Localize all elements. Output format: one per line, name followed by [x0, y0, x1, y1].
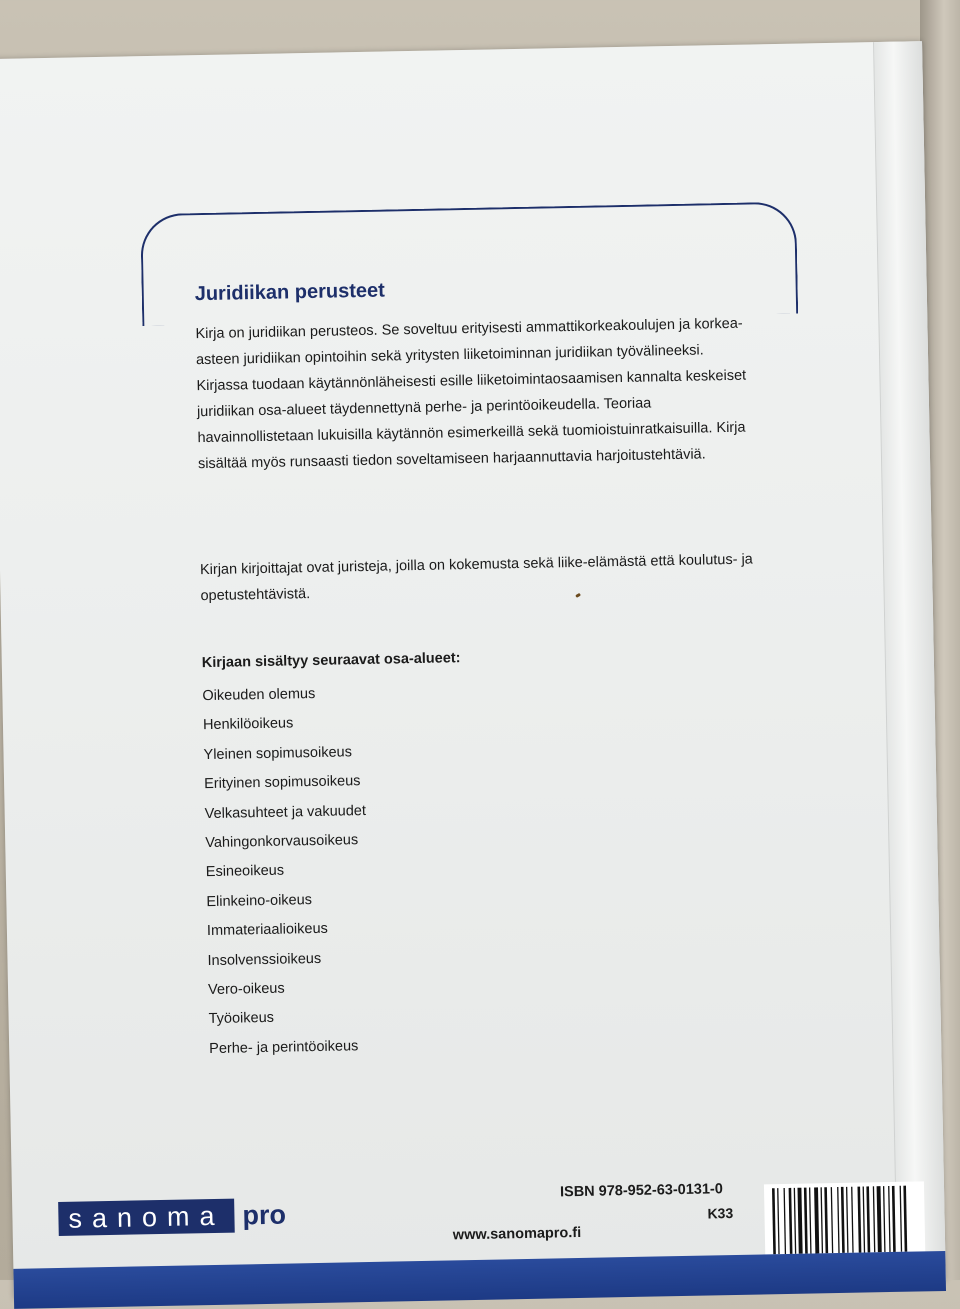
topic-item: Yleinen sopimusoikeus [203, 744, 353, 763]
topic-item: Vahingonkorvausoikeus [205, 832, 359, 852]
topic-item: Immateriaalioikeus [206, 920, 328, 940]
description-paragraph: Kirja on juridiikan perusteos. Se soveltuu erityisesti ammattikorkeakoulujen ja korkea-asteen juridiikan opintoihin sekä yritysten liiketoiminnan juridiikan työvälineeksi. Kirjassa tuodaan käytännönläheisesti esille liiketoimintaosaamisen kannalta keskeiset juridiikan osa-alueet täydennettynä perhe- ja perintöoikeudella. Teoriaa havainnollistetaan lukuisilla käytännön esimerkeillä sekä tuomioistuinratkaisuilla. Kirja sisältää myös runsaasti tiedon soveltamiseen harjaannuttavia harjoitustehtäviä. [195, 315, 747, 473]
topics-list [202, 679, 371, 1064]
topic-item: Elinkeino-oikeus [206, 891, 313, 910]
topic-item: Perhe- ja perintöoikeus [209, 1038, 359, 1057]
publisher-logo [58, 1198, 286, 1236]
book-back-cover [0, 41, 946, 1299]
product-code: K33 [707, 1205, 734, 1222]
book-title: Juridiikan perusteet [194, 279, 385, 306]
topic-item: Työoikeus [208, 1010, 275, 1028]
publisher-url: www.sanomapro.fi [452, 1224, 582, 1244]
logo-main-text: sanoma [58, 1199, 235, 1236]
topic-item: Erityinen sopimusoikeus [203, 773, 361, 793]
isbn-number: ISBN 978-952-63-0131-0 [559, 1181, 723, 1201]
topic-item: Insolvenssioikeus [207, 950, 322, 969]
topics-heading: Kirjaan sisältyy seuraavat osa-alueet: [201, 650, 461, 672]
barcode-bars-icon [764, 1181, 925, 1258]
logo-suffix-text: pro [242, 1199, 287, 1230]
topic-item: Henkilöoikeus [202, 715, 294, 734]
topic-item: Velkasuhteet ja vakuudet [204, 802, 367, 822]
topic-item: Oikeuden olemus [202, 685, 316, 705]
topic-item: Esineoikeus [205, 863, 285, 881]
authors-paragraph: Kirjan kirjoittajat ovat juristeja, joilla on kokemusta sekä liike-elämästä että koulutus- ja opetustehtävistä. [199, 551, 753, 605]
topic-item: Vero-oikeus [207, 980, 285, 999]
title-frame [140, 202, 798, 327]
